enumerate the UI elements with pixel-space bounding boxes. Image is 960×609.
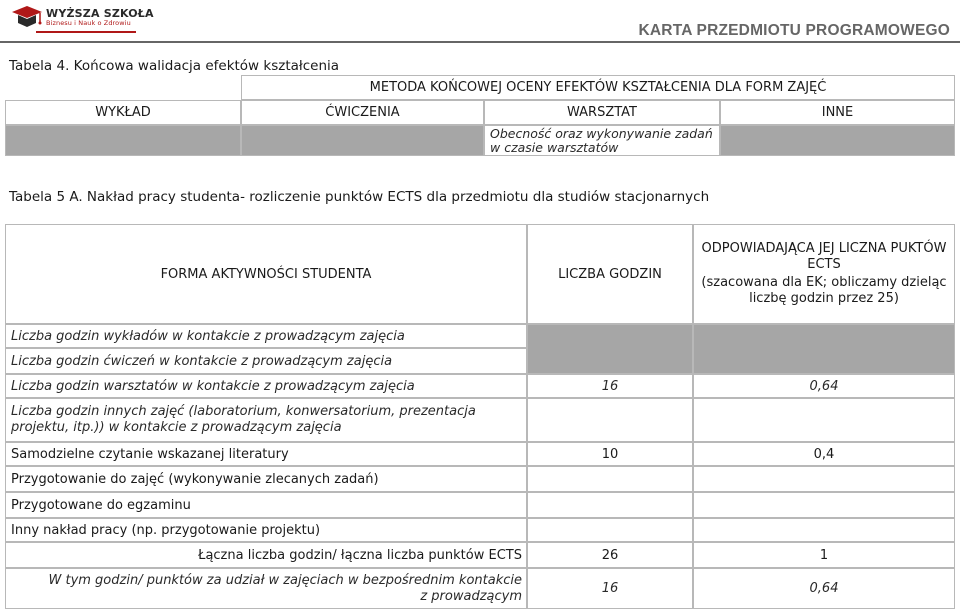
table5-row-hours-disabled — [527, 324, 693, 374]
table5-row-label: Liczba godzin warsztatów w kontakcie z prowadzącym zajęcia — [5, 374, 527, 398]
table4-cell-wyklad — [5, 125, 241, 156]
table5-ects-workload — [5, 224, 955, 609]
table5-row-ects — [693, 492, 955, 518]
table4-col-cwiczenia: ĆWICZENIA — [241, 100, 484, 125]
table4-caption: Tabela 4. Końcowa walidacja efektów kształcenia — [9, 58, 340, 74]
table5-header-ects-note: (szacowana dla EK; obliczamy dzieląc liczbę godzin przez 25) — [701, 275, 947, 306]
table5-total-ects: 1 — [693, 542, 955, 568]
table5-row-label: Inny nakład pracy (np. przygotowanie projektu) — [5, 518, 527, 542]
logo-underline — [36, 31, 136, 33]
table5-row-hours: 16 — [527, 374, 693, 398]
table5-row-label: Samodzielne czytanie wskazanej literatury — [5, 442, 527, 466]
logo-subtitle: Biznesu i Nauk o Zdrowiu — [46, 19, 131, 27]
table5-row-label: Liczba godzin innych zajęć (laboratorium, konwersatorium, prezentacja projektu, itp.)) w kontakcie z prowadzącym zajęcia — [5, 398, 527, 442]
table4-cell-warsztat: Obecność oraz wykonywanie zadań w czasie warsztatów — [484, 125, 720, 156]
table5-row-hours — [527, 466, 693, 492]
table4-col-wyklad: WYKŁAD — [5, 100, 241, 125]
table4-cell-inne — [720, 125, 955, 156]
document-title: KARTA PRZEDMIOTU PROGRAMOWEGO — [638, 22, 950, 39]
table5-contact-hours: 16 — [527, 568, 693, 609]
table5-row-ects — [693, 398, 955, 442]
table5-row-hours: 10 — [527, 442, 693, 466]
table5-row-label: Przygotowane do egzaminu — [5, 492, 527, 518]
table5-row-hours — [527, 518, 693, 542]
table4-validation — [5, 75, 955, 156]
table5-row-ects — [693, 466, 955, 492]
table5-total-hours: 26 — [527, 542, 693, 568]
table5-row-label: Liczba godzin wykładów w kontakcie z prowadzącym zajęcia — [5, 324, 527, 348]
table5-contact-label: W tym godzin/ punktów za udział w zajęciach w bezpośrednim kontakcie z prowadzącym — [5, 568, 527, 609]
table4-col-inne: INNE — [720, 100, 955, 125]
table5-header-ects — [693, 224, 955, 324]
table5-header-activity: FORMA AKTYWNOŚCI STUDENTA — [5, 224, 527, 324]
table5-header-ects-title: ODPOWIADAJĄCA JEJ LICZNA PUKTÓW ECTS — [701, 241, 947, 272]
table5-row-ects: 0,4 — [693, 442, 955, 466]
table4-col-warsztat: WARSZTAT — [484, 100, 720, 125]
table5-row-ects-disabled — [693, 324, 955, 374]
table5-row-label: Liczba godzin ćwiczeń w kontakcie z prowadzącym zajęcia — [5, 348, 527, 374]
logo-name: WYŻSZA SZKOŁA — [46, 7, 154, 20]
table5-row-ects — [693, 518, 955, 542]
table5-row-ects: 0,64 — [693, 374, 955, 398]
table5-row-hours — [527, 492, 693, 518]
table4-method-header: METODA KOŃCOWEJ OCENY EFEKTÓW KSZTAŁCENIA DLA FORM ZAJĘĆ — [241, 75, 955, 100]
table5-caption: Tabela 5 A. Nakład pracy studenta- rozliczenie punktów ECTS dla przedmiotu dla studiów stacjonarnych — [9, 189, 710, 205]
table5-row-hours — [527, 398, 693, 442]
table5-row-label: Przygotowanie do zajęć (wykonywanie zlecanych zadań) — [5, 466, 527, 492]
table5-total-label: Łączna liczba godzin/ łączna liczba punktów ECTS — [5, 542, 527, 568]
header-divider — [0, 41, 960, 43]
table5-header-hours: LICZBA GODZIN — [527, 224, 693, 324]
table4-cell-cwiczenia — [241, 125, 484, 156]
table5-contact-ects: 0,64 — [693, 568, 955, 609]
